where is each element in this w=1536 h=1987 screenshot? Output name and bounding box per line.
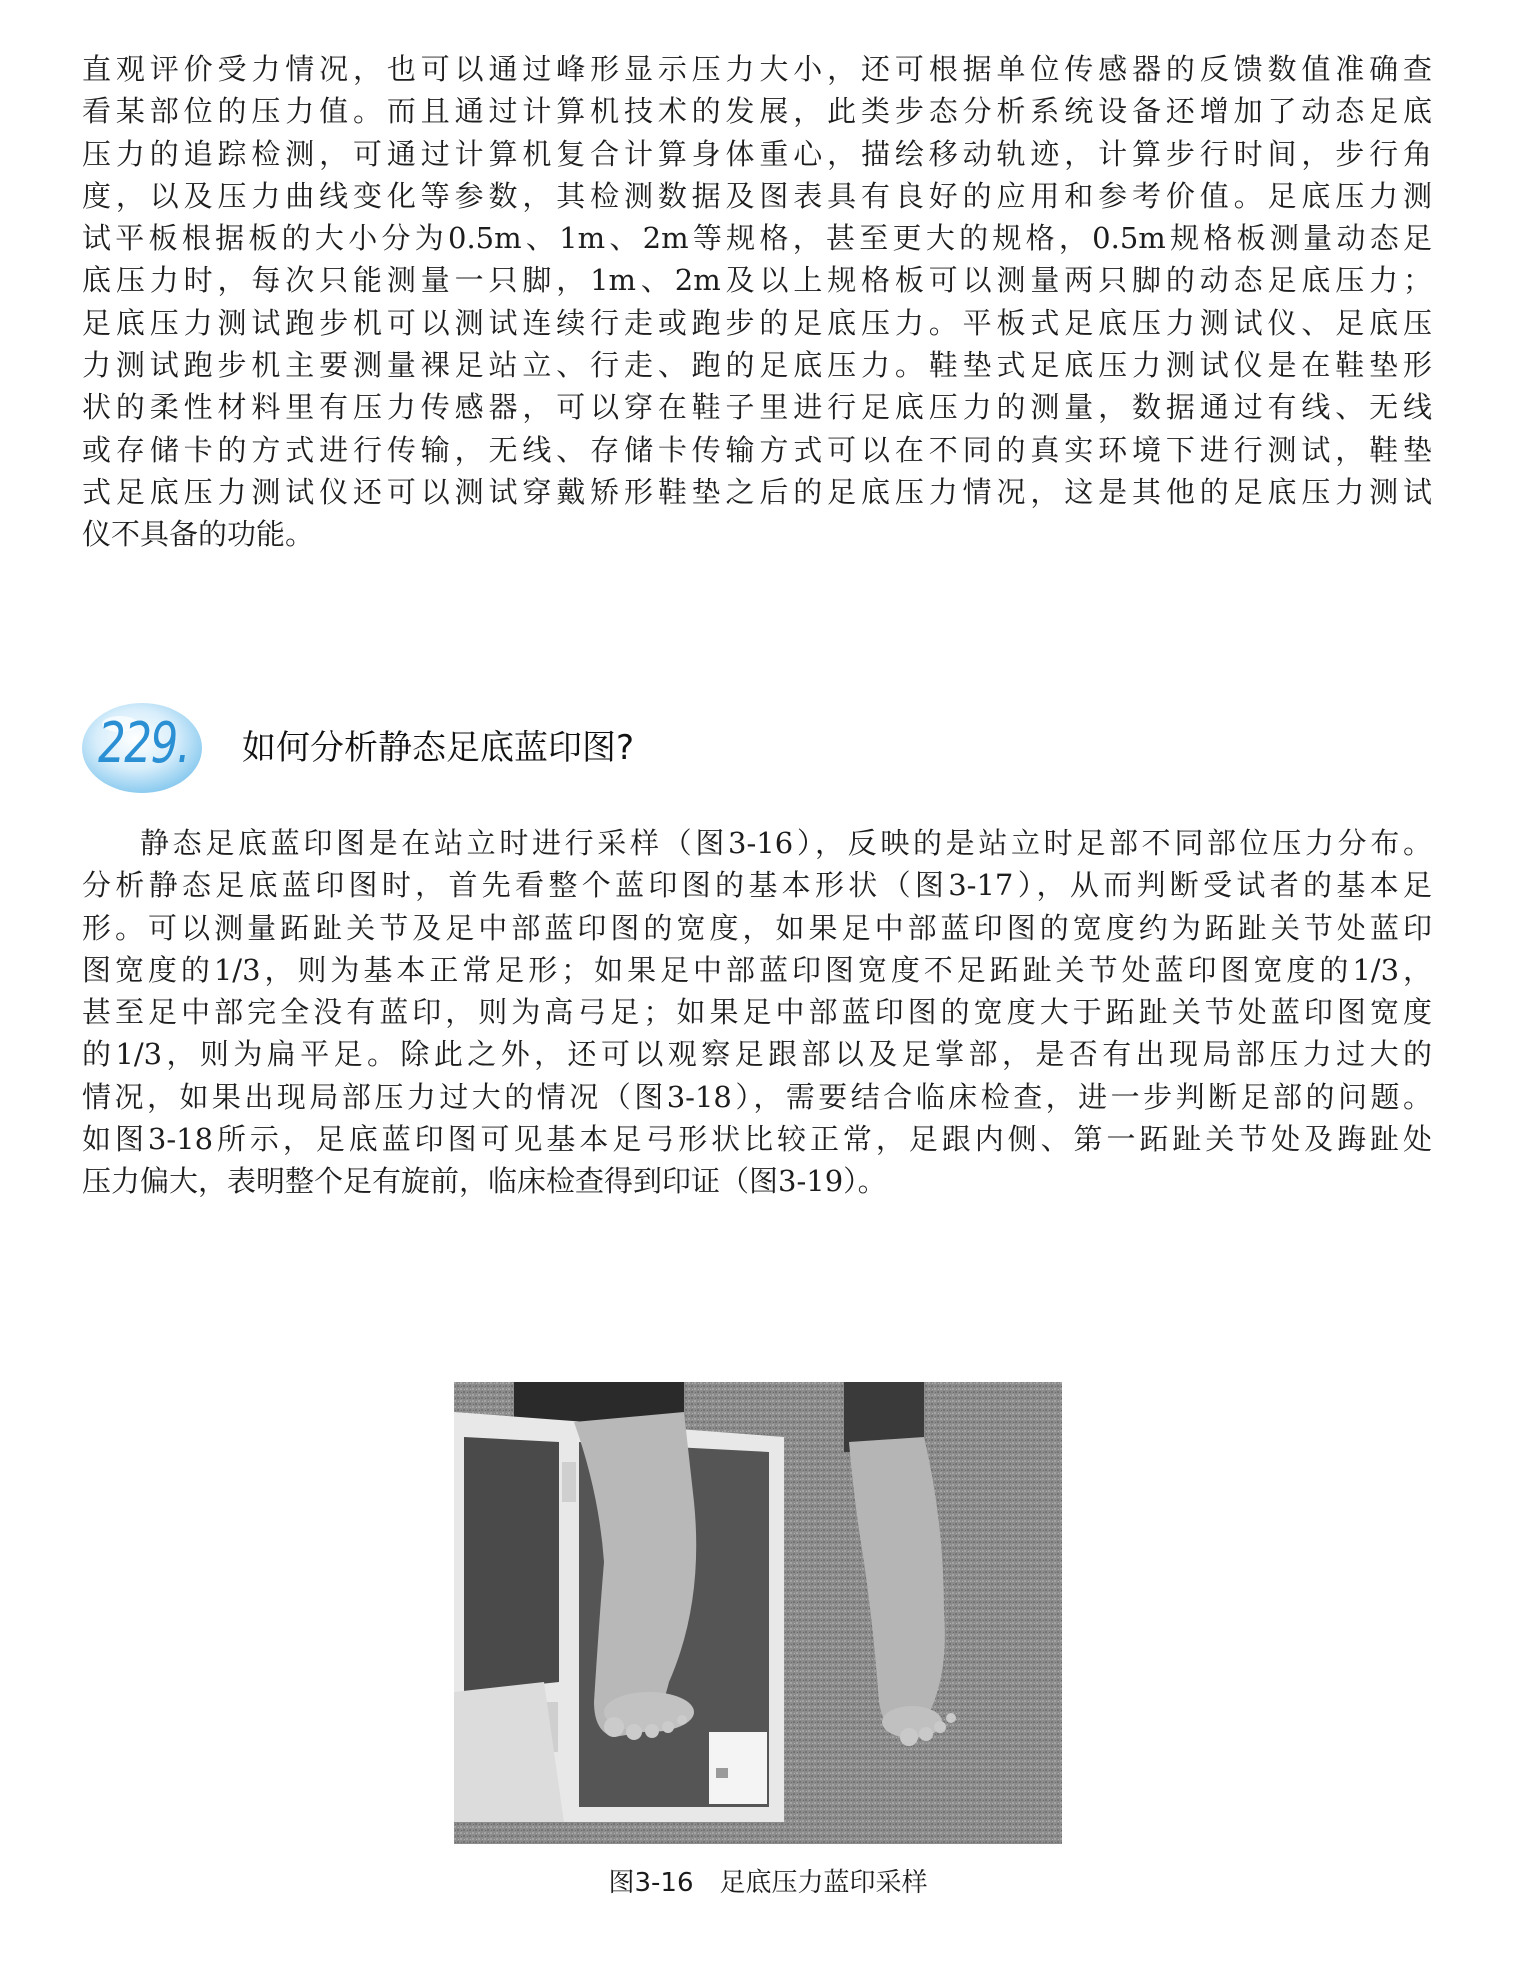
section-number: 229. — [98, 711, 190, 776]
text-line: 压力偏大，表明整个足有旋前，临床检查得到印证（图3-19）。 — [82, 1164, 887, 1199]
text-line: 情况，如果出现局部压力过大的情况（图3-18），需要结合临床检查，进一步判断足部的问题。 — [82, 1079, 1432, 1114]
text-line: 度，以及压力曲线变化等参数，其检测数据及图表具有良好的应用和参考价值。足底压力测 — [82, 178, 1432, 213]
text-line: 静态足底蓝印图是在站立时进行采样（图3-16），反映的是站立时足部不同部位压力分布。 — [140, 826, 1432, 860]
text-line: 或存储卡的方式进行传输，无线、存储卡传输方式可以在不同的真实环境下进行测试，鞋垫 — [82, 432, 1432, 467]
text-line: 足底压力测试跑步机可以测试连续行走或跑步的足底压力。平板式足底压力测试仪、足底压 — [82, 305, 1432, 340]
body-paragraph — [82, 822, 1432, 1203]
text-line: 压力的追踪检测，可通过计算机复合计算身体重心，描绘移动轨迹，计算步行时间，步行角 — [82, 136, 1432, 171]
text-line: 如图3-18所示，足底蓝印图可见基本足弓形状比较正常，足跟内侧、第一跖趾关节处及踇趾处 — [82, 1122, 1432, 1157]
text-line: 的1/3，则为扁平足。除此之外，还可以观察足跟部以及足掌部，是否有出现局部压力过大的 — [82, 1037, 1432, 1072]
section-number-badge — [80, 696, 220, 796]
text-line: 图宽度的1/3，则为基本正常足形；如果足中部蓝印图宽度不足跖趾关节处蓝印图宽度的1/3， — [82, 952, 1432, 987]
text-line: 甚至足中部完全没有蓝印，则为高弓足；如果足中部蓝印图的宽度大于跖趾关节处蓝印图宽度 — [82, 995, 1432, 1030]
figure-photo — [454, 1382, 1062, 1844]
text-line: 力测试跑步机主要测量裸足站立、行走、跑的足底压力。鞋垫式足底压力测试仪是在鞋垫形 — [82, 348, 1432, 383]
text-line: 看某部位的压力值。而且通过计算机技术的发展，此类步态分析系统设备还增加了动态足底 — [82, 94, 1432, 129]
text-line: 状的柔性材料里有压力传感器，可以穿在鞋子里进行足底压力的测量，数据通过有线、无线 — [82, 390, 1432, 425]
feet-on-board-photo — [454, 1382, 1062, 1844]
text-line: 仪不具备的功能。 — [82, 517, 315, 552]
text-line: 底压力时，每次只能测量一只脚，1m、2m及以上规格板可以测量两只脚的动态足底压力； — [82, 263, 1432, 298]
section-title: 如何分析静态足底蓝印图? — [242, 728, 635, 768]
text-line: 形。可以测量跖趾关节及足中部蓝印图的宽度，如果足中部蓝印图的宽度约为跖趾关节处蓝印 — [82, 910, 1432, 945]
section-heading — [80, 690, 780, 802]
text-line: 式足底压力测试仪还可以测试穿戴矫形鞋垫之后的足底压力情况，这是其他的足底压力测试 — [82, 474, 1432, 509]
text-line: 分析静态足底蓝印图时，首先看整个蓝印图的基本形状（图3-17），从而判断受试者的基本足 — [82, 868, 1432, 903]
text-line: 试平板根据板的大小分为0.5m、1m、2m等规格，甚至更大的规格，0.5m规格板测量动态足 — [82, 221, 1432, 256]
text-line: 直观评价受力情况，也可以通过峰形显示压力大小，还可根据单位传感器的反馈数值准确查 — [82, 52, 1432, 86]
figure-caption: 图3-16 足底压力蓝印采样 — [608, 1868, 928, 1898]
intro-paragraph — [82, 48, 1432, 556]
